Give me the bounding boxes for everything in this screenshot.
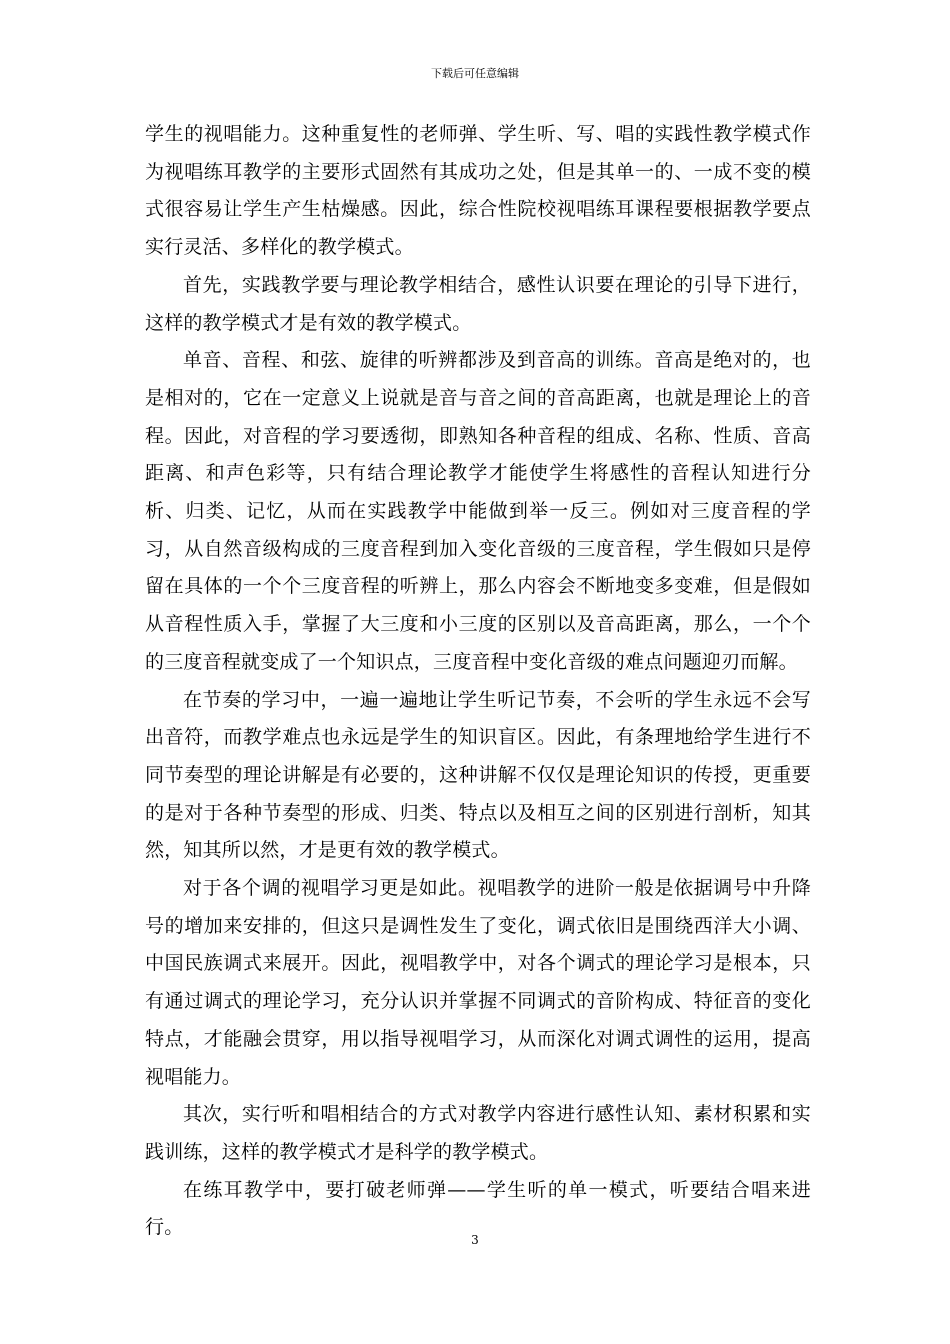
paragraph: 其次，实行听和唱相结合的方式对教学内容进行感性认知、素材积累和实践训练，这样的教学模式才是科学的教学模式。 [145, 1103, 811, 1163]
paragraph: 对于各个调的视唱学习更是如此。视唱教学的进阶一般是依据调号中升降号的增加来安排的，但这只是调性发生了变化，调式依旧是围绕西洋大小调、中国民族调式来展开。因此，视唱教学中，对各个调式的理论学习是根本，只有通过调式的理论学习，充分认识并掌握不同调式的音阶构成、特征音的变化特点，才能融会贯穿，用以指导视唱学习，从而深化对调式调性的运用，提高视唱能力。 [145, 877, 811, 1088]
paragraph: 首先，实践教学要与理论教学相结合，感性认识要在理论的引导下进行，这样的教学模式才是有效的教学模式。 [145, 273, 811, 334]
page-number: 3 [471, 1233, 479, 1247]
paragraph: 单音、音程、和弦、旋律的听辨都涉及到音高的训练。音高是绝对的，也是相对的，它在一定意义上说就是音与音之间的音高距离，也就是理论上的音程。因此，对音程的学习要透彻，即熟知各种音程的组成、名称、性质、音高距离、和声色彩等，只有结合理论教学才能使学生将感性的音程认知进行分析、归类、记忆，从而在实践教学中能做到举一反三。例如对三度音程的学习，从自然音级构成的三度音程到加入变化音级的三度音程，学生假如只是停留在具体的一个个三度音程的听辨上，那么内容会不断地变多变难，但是假如从音程性质入手，掌握了大三度和小三度的区别以及音高距离，那么，一个个的三度音程就变成了一个知识点，三度音程中变化音级的难点问题迎刃而解。 [145, 349, 811, 673]
paragraph: 在练耳教学中，要打破老师弹——学生听的单一模式，听要结合唱来进行。 [145, 1178, 811, 1239]
page-header: 下载后可任意编辑 [431, 67, 519, 80]
paragraph-continued: 学生的视唱能力。这种重复性的老师弹、学生听、写、唱的实践性教学模式作为视唱练耳教学的主要形式固然有其成功之处，但是其单一的、一成不变的模式很容易让学生产生枯燥感。因此，综合性院校视唱练耳课程要根据教学要点实行灵活、多样化的教学模式。 [145, 123, 811, 259]
paragraph: 在节奏的学习中，一遍一遍地让学生听记节奏，不会听的学生永远不会写出音符，而教学难点也永远是学生的知识盲区。因此，有条理地给学生进行不同节奏型的理论讲解是有必要的，这种讲解不仅仅是理论知识的传授，更重要的是对于各种节奏型的形成、归类、特点以及相互之间的区别进行剖析，知其然，知其所以然，才是更有效的教学模式。 [145, 688, 811, 862]
document-body [145, 116, 811, 1247]
